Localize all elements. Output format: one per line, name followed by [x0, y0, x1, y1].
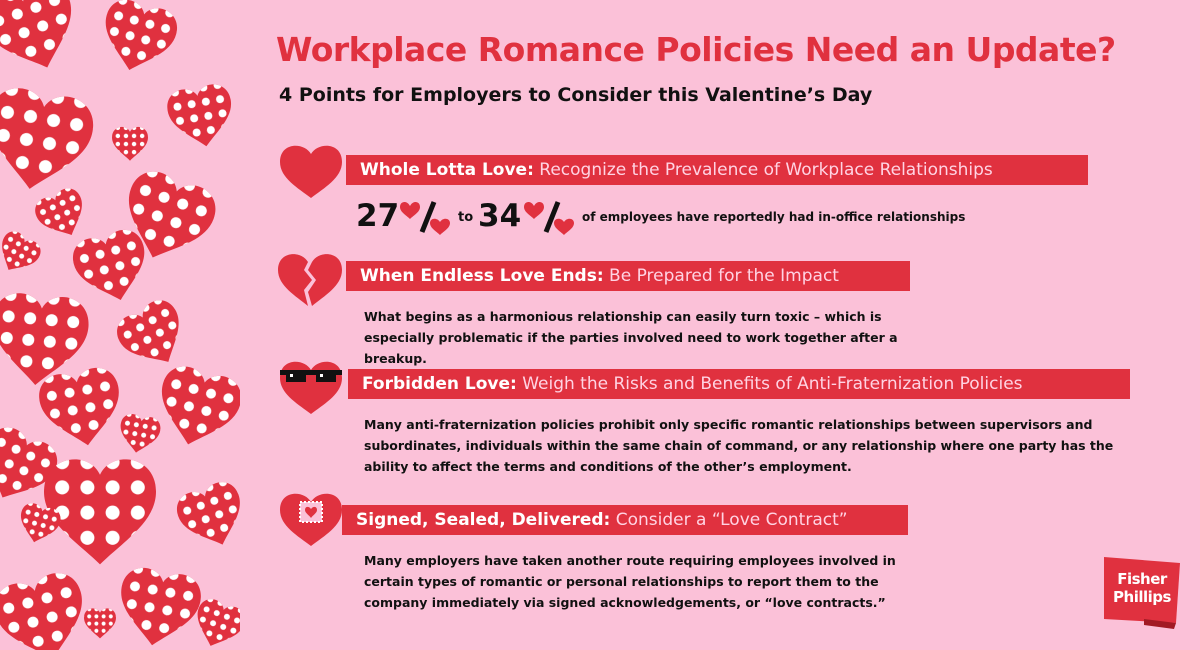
- page-subtitle: 4 Points for Employers to Consider this Valentine’s Day: [279, 84, 873, 106]
- section-2-heading-rest: Be Prepared for the Impact: [603, 266, 839, 286]
- section-3-banner: [348, 369, 1130, 399]
- section-2-heading-bold: When Endless Love Ends:: [360, 266, 604, 286]
- stat-to-label: to: [458, 210, 474, 225]
- page-title: Workplace Romance Policies Need an Update?: [276, 30, 1116, 69]
- section-3-heading-bold: Forbidden Love:: [362, 374, 517, 394]
- polka-dot-hearts-decoration: [0, 0, 240, 650]
- section-4-heading-rest: Consider a “Love Contract”: [610, 510, 848, 530]
- broken-heart-icon: [274, 250, 346, 308]
- logo-line-2: Phillips: [1113, 588, 1171, 606]
- section-1-heading-bold: Whole Lotta Love:: [360, 160, 534, 180]
- logo-line-1: Fisher: [1117, 570, 1167, 588]
- heart-with-sunglasses-icon: [276, 356, 346, 416]
- logo-text: [1106, 570, 1178, 606]
- section-1-heading-rest: Recognize the Prevalence of Workplace Relationships: [533, 160, 993, 180]
- stat-low-value: 27: [356, 198, 400, 234]
- heart-percent-icon: [400, 198, 452, 238]
- section-4-heading-bold: Signed, Sealed, Delivered:: [356, 510, 611, 530]
- section-4-body: Many employers have taken another route requiring employees involved in certain types of romantic or personal relationships to report them to the company immediately via signed acknowledgements, or “love contracts.”: [364, 553, 896, 610]
- heart-percent-icon: [524, 198, 576, 238]
- section-3-heading-rest: Weigh the Risks and Benefits of Anti-Fraternization Policies: [516, 374, 1023, 394]
- section-3-body: Many anti-fraternization policies prohibit only specific romantic relationships between supervisors and subordinates, individuals within the same chain of command, or any relationship where one party has the ability to affect the terms and conditions of the other’s employment.: [364, 417, 1114, 474]
- heart-with-stamp-icon: [276, 488, 346, 548]
- section-1-banner: [346, 155, 1088, 185]
- section-2-body: What begins as a harmonious relationship can easily turn toxic – which is especially problematic if the parties involved need to work together after a breakup.: [364, 309, 898, 366]
- stat-caption: of employees have reportedly had in-office relationships: [582, 210, 966, 224]
- section-2-banner: [346, 261, 910, 291]
- section-4-banner: [342, 505, 908, 535]
- heart-icon: [276, 140, 346, 200]
- stat-high-value: 34: [478, 198, 522, 234]
